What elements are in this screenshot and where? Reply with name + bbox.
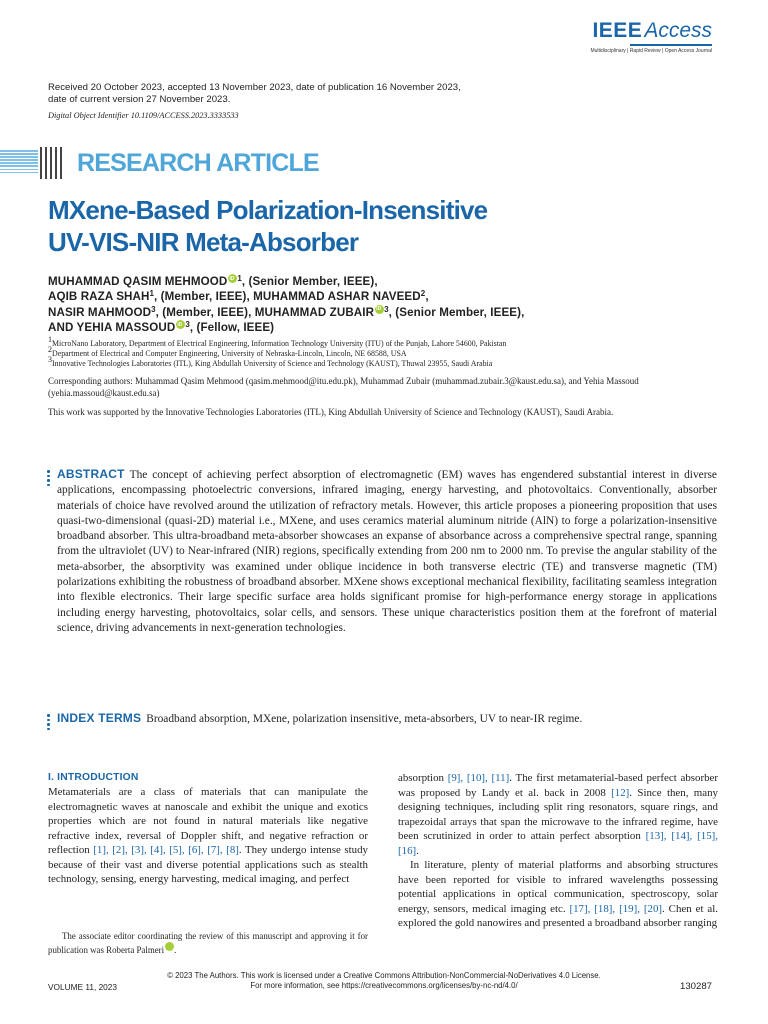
author-name: MUHAMMAD QASIM MEHMOOD [48, 275, 228, 288]
right-column [398, 771, 718, 931]
affiliations [48, 335, 688, 370]
citation-link[interactable]: [17], [18], [19], [20] [569, 902, 663, 915]
abstract-dots-icon [47, 470, 51, 488]
paragraph: absorption [9], [10], [11]. The first metamaterial-based perfect absorber was proposed by Landy et al. back in 2008 [12]. Since then, many designing techniques, including split ring resonators, square rings, and trapezoidal arrays that span the microwave to the infrared regime, have been scrutinized in order to attain perfect absorption [13], [14], [15], [16]. [398, 772, 719, 857]
index-terms-text: Broadband absorption, MXene, polarization insensitive, meta-absorbers, UV to near-IR regime. [146, 713, 583, 725]
orcid-icon[interactable] [176, 320, 185, 329]
editor-footnote: The associate editor coordinating the review of this manuscript and approving it for publication was Roberta PalmeriiD . [48, 930, 368, 956]
author-name: AQIB RAZA SHAH [48, 290, 150, 304]
paragraph: In literature, plenty of material platforms and absorbing structures have been reported for visible to infrared wavelengths possessing potential applications in optical communication, spectroscopy, solar energy, sensors, medical imaging etc. [17], [18], [19], [20]. Chen et al. explored the gold nanowires and presented a broadband absorber ranging [398, 859, 718, 929]
author-name: MUHAMMAD ZUBAIR [254, 305, 375, 319]
paper-title [48, 194, 608, 258]
abstract-label: ABSTRACT [57, 467, 125, 481]
abstract-text: The concept of achieving perfect absorption of electromagnetic (EM) waves has engendered substantial interest in diverse applications, encompassing photoelectric conversions, infrared imaging, energy harvesting, and photovoltaics. Conventionally, absorber materials of choice have revolved around the utilization of refractory metals. However, this article proposes a pioneering proposition that uses quasi-two-dimensional (quasi-2D) material i.e., MXene, and uses ceramics material aluminum nitride (AlN) to forge a polarization-insensitive broadband absorber. This ultra-broadband meta-absorber showcases an expanse of absorbance across a comprehensive spectral range, spanning from the ultraviolet (UV) to Near-infrared (NIR) regions, specifically extending from 200 nm to 2000 nm. To previse the angular stability of the meta-absorber, the absorptivity was examined under oblique incidence in both transverse electric (TE) and transverse magnetic (TM) polarizations exhibiting the robustness of broadband absorber. MXene shows exceptional mechanical flexibility, facilitating seamless integration into flexible electronics. Their large specific surface area holds significant promise for high-performance energy storage in applications including energy harvesting, photovoltaics, solar cells, and sensors. These unique characteristics position them at the forefront of material science, driving advancements in next-generation technologies. [57, 469, 717, 634]
article-type: RESEARCH ARTICLE [77, 149, 319, 177]
section-heading: I. INTRODUCTION [48, 772, 139, 783]
journal-logo [590, 20, 712, 54]
corresponding-authors: Corresponding authors: Muhammad Qasim Mehmood (qasim.mehmood@itu.edu.pk), Muhammad Zubair (muhammad.zubair.3@kaust.edu.sa), and Yehia Massoud (yehia.massoud@kaust.edu.sa) [48, 376, 639, 398]
page-number: 130287 [679, 981, 712, 992]
orcid-icon[interactable] [165, 942, 174, 951]
citation-link[interactable]: [13], [14], [15], [16] [398, 830, 719, 857]
left-column [48, 771, 368, 887]
author-name: AND YEHIA MASSOUD [48, 321, 176, 335]
title-line-2: UV-VIS-NIR Meta-Absorber [48, 227, 359, 257]
doi: Digital Object Identifier 10.1109/ACCESS.2023.3333533 [48, 111, 239, 120]
journal-tagline: Multidisciplinary | Rapid Review | Open Access Journal [590, 47, 712, 54]
affiliation: $^2$Department of Electrical and Computer Engineering, University of Nebraska-Lincoln, Lincoln, NE 68588, USA [48, 345, 407, 359]
author-name: MUHAMMAD ASHAR NAVEED [253, 290, 421, 304]
affiliation: $^3$Innovative Technologies Laboratories (ITL), King Abdullah University of Science and Technology (KAUST), Thuwal 23955, Saudi Arabia [48, 355, 493, 369]
orcid-icon[interactable] [375, 305, 384, 314]
author-name: NASIR MAHMOOD [48, 305, 152, 319]
banner-stripes [0, 150, 38, 176]
journal-brand: IEEEAccess [592, 19, 712, 42]
volume-info: VOLUME 11, 2023 [48, 982, 118, 992]
article-type-banner [0, 145, 420, 181]
citation-link[interactable]: [12] [611, 786, 630, 799]
logo-rule [630, 44, 712, 46]
funding-note: This work was supported by the Innovative Technologies Laboratories (ITL), King Abdullah University of Science and Technology (KAUST), Saudi Arabia. [48, 407, 614, 417]
abstract [57, 467, 717, 636]
orcid-icon[interactable] [228, 274, 237, 283]
title-line-1: MXene-Based Polarization-Insensitive [48, 195, 488, 225]
citation-link[interactable]: [1], [2], [3], [4], [5], [6], [7], [8] [93, 844, 239, 856]
banner-bars [40, 147, 70, 179]
index-terms [57, 711, 717, 727]
citation-link[interactable]: [9], [10], [11] [447, 772, 510, 784]
received-dates: Received 20 October 2023, accepted 13 November 2023, date of publication 16 November 2023, date of current version 27 November 2023. [48, 82, 461, 105]
license-notice: © 2023 The Authors. This work is licensed under a Creative Commons Attribution-NonCommercial-NoDerivatives 4.0 License. For more information, see https://creativecommons.org/licenses/by-nc-nd/4.0/ [0, 971, 768, 991]
paragraph: Metamaterials are a class of materials that can manipulate the electromagnetic waves at nanoscale and exhibit the unique and exotics properties which are not found in natural materials like negative refractive index, reversal of Doppler shift, and negative refraction or reflection [1], [2], [3], [4], [5], [6], [7], [8]. They undergo intense study because of their vast and diverse potential applications such as stealth technology, sensing, energy harvesting, medical imaging, and perfect [48, 786, 369, 885]
index-dots-icon [47, 714, 51, 732]
license-link[interactable]: For more information, see https://creativecommons.org/licenses/by-nc-nd/4.0/ [250, 981, 518, 990]
affiliation: $^1$MicroNano Laboratory, Department of Electrical Engineering, Information Technology University (ITU) of the Punjab, Lahore 54600, Pakistan [48, 335, 507, 348]
author-list: MUHAMMAD QASIM MEHMOODiD $^1$, (Senior Member, IEEE), AQIB RAZA SHAH$^1$, (Member, IEEE), MUHAMMAD ASHAR NAVEED$^2$, NASIR MAHMOOD$^3$, (Member, IEEE), MUHAMMAD ZUBAIRiD $^3$, (Senior Member, IEEE), AND YEHIA MASSOUDiD $^3$, (Fellow, IEEE) [48, 274, 688, 336]
index-terms-label: INDEX TERMS [57, 711, 142, 725]
